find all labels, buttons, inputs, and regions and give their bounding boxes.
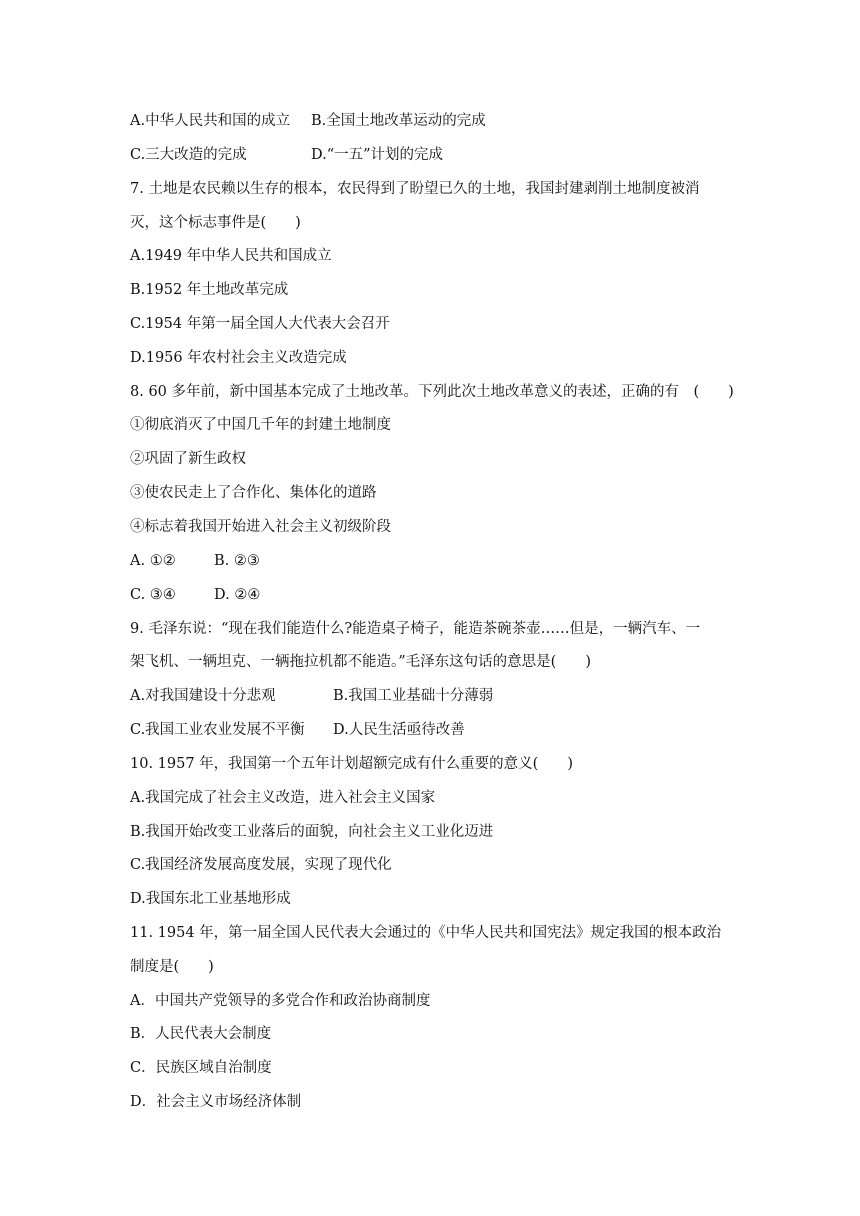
option-col2: B.全国土地改革运动的完成	[311, 113, 486, 129]
statement-line: ③使农民走上了合作化、集体化的道路	[130, 485, 377, 501]
option-line: B.我国开始改变工业落后的面貌，向社会主义工业化迈进	[130, 824, 494, 840]
option-line: A. ①② B. ②③	[130, 553, 260, 569]
option-line: C．民族区域自治制度	[130, 1060, 272, 1076]
question-10-line: 10. 1957 年，我国第一个五年计划超额完成有什么重要的意义( )	[130, 756, 573, 772]
question-11-line-2: 制度是( )	[130, 959, 214, 975]
option-line: A.1949 年中华人民共和国成立	[130, 248, 332, 264]
option-line: C.三大改造的完成 D.“一五”计划的完成	[130, 147, 444, 163]
option-line: B.1952 年土地改革完成	[130, 282, 289, 298]
option-line: D．社会主义市场经济体制	[130, 1094, 302, 1110]
question-9-line-1: 9. 毛泽东说：“现在我们能造什么?能造桌子椅子，能造茶碗茶壶……但是，一辆汽车、一	[130, 621, 701, 637]
question-9-line-2: 架飞机、一辆坦克、一辆拖拉机都不能造。”毛泽东这句话的意思是( )	[130, 654, 591, 670]
option-line: C.我国经济发展高度发展，实现了现代化	[130, 857, 392, 873]
option-col2: D. ②④	[214, 587, 261, 603]
option-col2: D.人民生活亟待改善	[333, 722, 465, 738]
question-8-line-1: 8. 60 多年前，新中国基本完成了土地改革。下列此次土地改革意义的表述，正确的有 ( )	[130, 384, 734, 400]
statement-line: ④标志着我国开始进入社会主义初级阶段	[130, 519, 391, 535]
option-col2: B. ②③	[214, 553, 260, 569]
question-11-line-1: 11. 1954 年，第一届全国人民代表大会通过的《中华人民共和国宪法》规定我国的根本政治	[130, 925, 722, 941]
option-line: D.我国东北工业基地形成	[130, 891, 291, 907]
option-col2: B.我国工业基础十分薄弱	[333, 688, 494, 704]
question-7-line-2: 灭，这个标志事件是( )	[130, 215, 301, 231]
option-line: C.1954 年第一届全国人大代表大会召开	[130, 316, 390, 332]
option-line: C. ③④ D. ②④	[130, 587, 261, 603]
statement-line: ②巩固了新生政权	[130, 451, 246, 467]
option-line: A.对我国建设十分悲观 B.我国工业基础十分薄弱	[130, 688, 494, 704]
option-line: A．中国共产党领导的多党合作和政治协商制度	[130, 993, 431, 1009]
option-line: B．人民代表大会制度	[130, 1026, 272, 1042]
option-line: A.我国完成了社会主义改造，进入社会主义国家	[130, 790, 436, 806]
option-line: C.我国工业农业发展不平衡 D.人民生活亟待改善	[130, 722, 465, 738]
statement-line: ①彻底消灭了中国几千年的封建土地制度	[130, 417, 391, 433]
option-col2: D.“一五”计划的完成	[311, 147, 444, 163]
option-line: A.中华人民共和国的成立 B.全国土地改革运动的完成	[130, 113, 486, 129]
option-line: D.1956 年农村社会主义改造完成	[130, 350, 347, 366]
question-7-line-1: 7. 土地是农民赖以生存的根本，农民得到了盼望已久的土地，我国封建剥削土地制度被消	[130, 181, 700, 197]
